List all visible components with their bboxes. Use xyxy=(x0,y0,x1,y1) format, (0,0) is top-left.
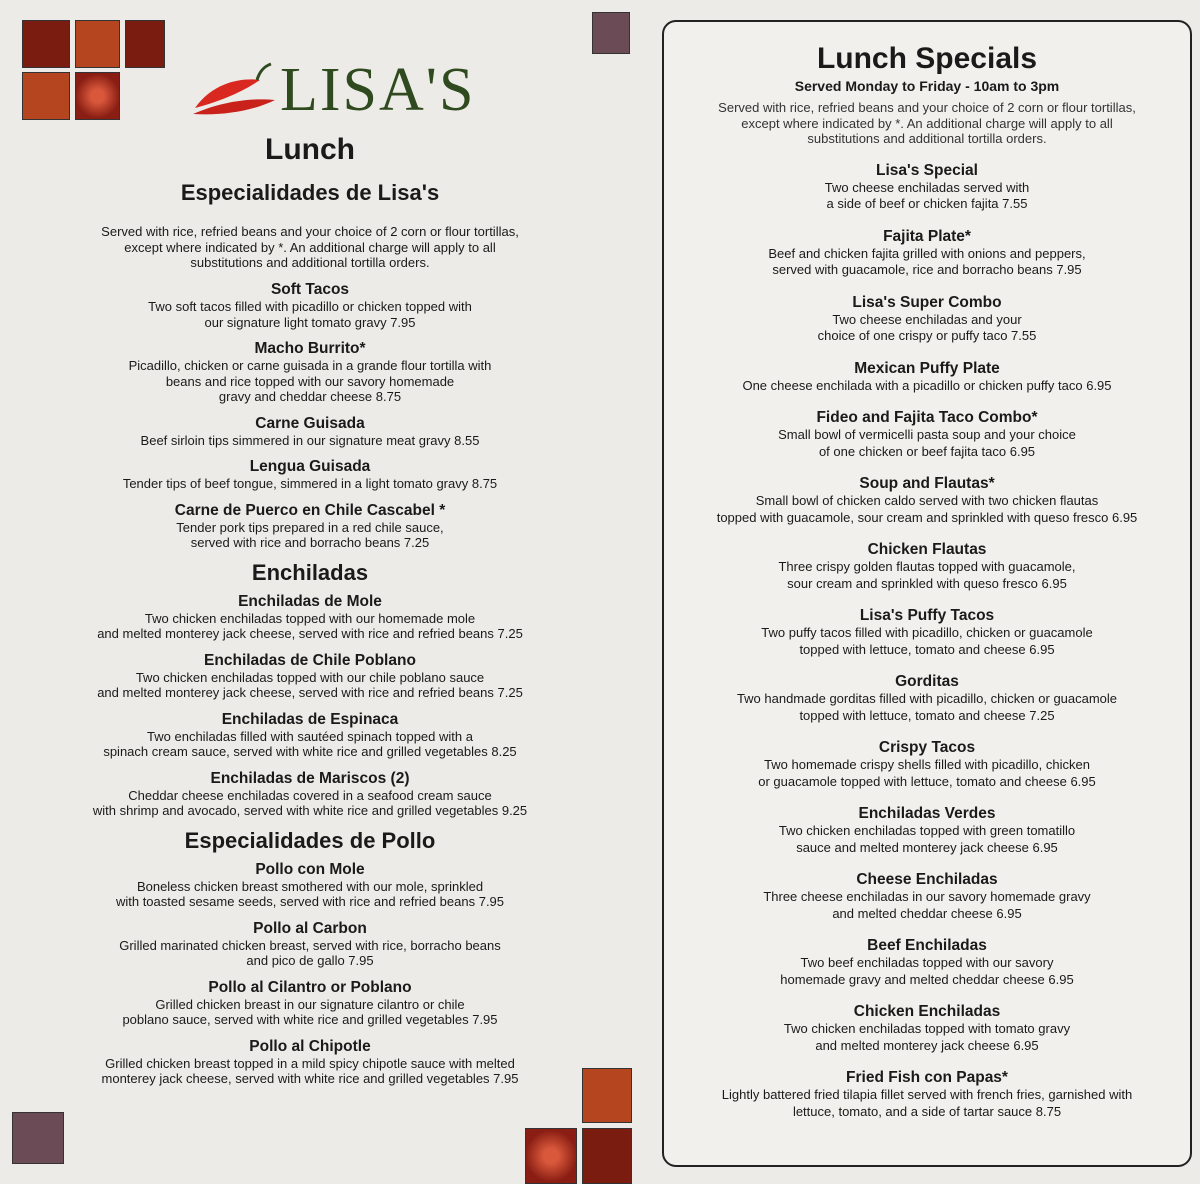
item-description: and melted cheddar cheese 6.95 xyxy=(832,905,1022,921)
item-name: Carne de Puerco en Chile Cascabel * xyxy=(174,501,446,519)
lisas-logo xyxy=(185,55,475,130)
item-description: homemade gravy and melted cheddar cheese 6.95 xyxy=(780,971,1074,987)
item-description: choice of one crispy or puffy taco 7.55 xyxy=(817,328,1037,343)
menu-item xyxy=(664,540,1190,592)
item-description: Two handmade gorditas filled with picadillo, chicken or guacamole xyxy=(736,691,1118,706)
item-description: topped with guacamole, sour cream and sprinkled with queso fresco 6.95 xyxy=(716,509,1138,525)
menu-item xyxy=(40,769,580,819)
item-description: with shrimp and avocado, served with white rice and grilled vegetables 9.25 xyxy=(92,803,528,818)
item-description: and pico de gallo 7.95 xyxy=(246,953,374,968)
item-name: Enchiladas de Espinaca xyxy=(221,710,399,728)
decorative-tile xyxy=(12,1112,64,1164)
item-description: beans and rice topped with our savory homemade xyxy=(165,373,455,389)
item-name: Enchiladas de Mariscos (2) xyxy=(210,769,410,787)
menu-item xyxy=(664,804,1190,856)
item-description: served with guacamole, rice and borracho beans 7.95 xyxy=(772,262,1082,277)
item-description: Tender tips of beef tongue, simmered in a light tomato gravy 8.75 xyxy=(122,476,498,491)
item-description: monterey jack cheese, served with white rice and grilled vegetables 7.95 xyxy=(101,1071,519,1086)
item-description: Two chicken enchiladas topped with our chile poblano sauce xyxy=(135,669,485,685)
item-name: Lengua Guisada xyxy=(249,458,371,475)
item-description: Two chicken enchiladas topped with tomato gravy xyxy=(783,1021,1071,1036)
item-name: Enchiladas de Mole xyxy=(238,592,382,610)
item-description: Small bowl of chicken caldo served with two chicken flautas xyxy=(755,493,1099,508)
item-description: or guacamole topped with lettuce, tomato and cheese 6.95 xyxy=(758,773,1096,789)
note-line: Served with rice, refried beans and your choice of 2 corn or flour tortillas, xyxy=(718,100,1136,115)
item-description: Two beef enchiladas topped with our savory xyxy=(800,955,1054,970)
item-name: Pollo con Mole xyxy=(255,860,365,878)
item-name: Macho Burrito* xyxy=(254,340,366,357)
menu-item xyxy=(40,651,580,701)
menu-item xyxy=(40,339,580,405)
item-name: Gorditas xyxy=(895,673,959,690)
item-name: Cheese Enchiladas xyxy=(856,871,998,888)
item-name: Enchiladas Verdes xyxy=(858,805,996,822)
section-heading: Especialidades de Lisa's xyxy=(180,180,440,205)
lunch-specials-panel xyxy=(662,20,1192,1167)
decorative-tile xyxy=(75,72,120,120)
item-description: Two soft tacos filled with picadillo or chicken topped with xyxy=(148,299,472,314)
item-name: Mexican Puffy Plate xyxy=(854,359,1000,377)
item-description: Two cheese enchiladas served with xyxy=(824,179,1030,195)
item-name: Beef Enchiladas xyxy=(867,937,987,954)
item-name: Fajita Plate* xyxy=(883,227,971,245)
item-description: sour cream and sprinkled with queso fresco 6.95 xyxy=(787,575,1067,591)
item-description: Two enchiladas filled with sautéed spinach topped with a xyxy=(147,728,473,744)
menu-item xyxy=(40,710,580,760)
menu-item xyxy=(40,280,580,330)
item-description: Three cheese enchiladas in our savory homemade gravy xyxy=(763,889,1091,904)
item-description: Two chicken enchiladas topped with green tomatillo xyxy=(778,823,1076,838)
item-name: Lisa's Puffy Tacos xyxy=(859,607,995,624)
item-name: Soup and Flautas* xyxy=(859,475,995,492)
item-name: Fideo and Fajita Taco Combo* xyxy=(816,409,1038,426)
logo-text: LISA'S xyxy=(280,56,476,124)
panel-subtitle: Served Monday to Friday - 10am to 3pm xyxy=(794,78,1060,94)
decorative-tile xyxy=(22,72,70,120)
item-description: One cheese enchilada with a picadillo or chicken puffy taco 6.95 xyxy=(742,377,1112,393)
chili-pepper-icon xyxy=(185,60,285,120)
menu-item xyxy=(664,870,1190,922)
menu-item xyxy=(40,978,580,1028)
menu-item xyxy=(664,474,1190,526)
menu-item xyxy=(664,738,1190,790)
item-name: Chicken Enchiladas xyxy=(853,1003,1001,1020)
item-name: Enchiladas de Chile Poblano xyxy=(204,651,416,669)
page-title: Lunch xyxy=(265,133,355,166)
note-line: Served with rice, refried beans and your choice of 2 corn or flour tortillas, xyxy=(101,224,519,239)
menu-item xyxy=(40,592,580,642)
right-menu-items xyxy=(664,161,1190,1121)
item-name: Pollo al Cilantro or Poblano xyxy=(208,978,412,996)
item-description: a side of beef or chicken fajita 7.55 xyxy=(826,196,1028,211)
section-heading: Especialidades de Pollo xyxy=(184,827,436,853)
menu-item xyxy=(664,293,1190,345)
decorative-tile xyxy=(75,20,120,68)
left-menu-items xyxy=(40,280,580,1096)
served-with-note xyxy=(40,224,580,271)
menu-item xyxy=(40,414,580,449)
item-description: and melted monterey jack cheese, served with rice and refried beans 7.25 xyxy=(97,626,523,641)
item-description: Beef and chicken fajita grilled with onions and peppers, xyxy=(768,245,1086,261)
item-description: Cheddar cheese enchiladas covered in a seafood cream sauce xyxy=(128,787,492,803)
panel-title: Lunch Specials xyxy=(816,42,1038,75)
menu-item xyxy=(664,227,1190,279)
item-description: with toasted sesame seeds, served with rice and refried beans 7.95 xyxy=(115,894,505,909)
item-description: lettuce, tomato, and a side of tartar sauce 8.75 xyxy=(792,1103,1062,1119)
decorative-tile xyxy=(125,20,165,68)
item-description: Tender pork tips prepared in a red chile sauce, xyxy=(176,519,444,535)
item-description: of one chicken or beef fajita taco 6.95 xyxy=(818,443,1036,459)
decorative-tile xyxy=(582,1068,632,1123)
item-description: Picadillo, chicken or carne guisada in a grande flour tortilla with xyxy=(128,358,492,373)
menu-item xyxy=(664,606,1190,658)
note-line: substitutions and additional tortilla orders. xyxy=(807,131,1047,146)
item-name: Soft Tacos xyxy=(270,281,350,298)
menu-item xyxy=(664,672,1190,724)
item-description: Two homemade crispy shells filled with picadillo, chicken xyxy=(764,757,1090,772)
section-heading: Enchiladas xyxy=(251,559,369,585)
note-line: except where indicated by *. An additional charge will apply to all xyxy=(124,239,496,255)
item-name: Carne Guisada xyxy=(255,414,365,432)
item-description: and melted monterey jack cheese, served with rice and refried beans 7.25 xyxy=(97,685,523,700)
item-description: Small bowl of vermicelli pasta soup and your choice xyxy=(778,427,1076,442)
item-name: Fried Fish con Papas* xyxy=(846,1069,1008,1086)
item-name: Lisa's Super Combo xyxy=(852,293,1002,311)
item-name: Lisa's Special xyxy=(876,161,978,179)
menu-item xyxy=(40,860,580,910)
menu-item xyxy=(664,408,1190,460)
item-description: Two puffy tacos filled with picadillo, chicken or guacamole xyxy=(761,625,1093,640)
item-description: sauce and melted monterey jack cheese 6.95 xyxy=(796,839,1058,855)
item-description: and melted monterey jack cheese 6.95 xyxy=(815,1037,1039,1053)
item-description: Three crispy golden flautas topped with guacamole, xyxy=(778,559,1076,574)
item-description: gravy and cheddar cheese 8.75 xyxy=(218,389,402,404)
menu-item xyxy=(40,1037,580,1087)
note-line: except where indicated by *. An additional charge will apply to all xyxy=(741,115,1113,131)
item-description: topped with lettuce, tomato and cheese 7.25 xyxy=(799,707,1055,723)
item-name: Chicken Flautas xyxy=(867,541,987,558)
menu-item xyxy=(664,1068,1190,1120)
item-description: spinach cream sauce, served with white rice and grilled vegetables 8.25 xyxy=(103,744,517,759)
decorative-tile xyxy=(525,1128,577,1184)
item-name: Pollo al Carbon xyxy=(253,919,367,937)
item-description: Grilled chicken breast in our signature cilantro or chile xyxy=(155,996,465,1012)
item-description: Grilled marinated chicken breast, served with rice, borracho beans xyxy=(119,937,501,953)
item-name: Pollo al Chipotle xyxy=(249,1037,371,1055)
decorative-tile xyxy=(582,1128,632,1184)
item-description: Two chicken enchiladas topped with our homemade mole xyxy=(144,610,476,626)
item-description: Boneless chicken breast smothered with our mole, sprinkled xyxy=(136,878,484,894)
item-name: Crispy Tacos xyxy=(878,739,976,756)
menu-item xyxy=(664,359,1190,395)
note-line: substitutions and additional tortilla orders. xyxy=(190,255,430,270)
served-with-note xyxy=(664,100,1190,147)
item-description: Two cheese enchiladas and your xyxy=(832,311,1022,327)
item-description: topped with lettuce, tomato and cheese 6.95 xyxy=(799,641,1055,657)
item-description: Grilled chicken breast topped in a mild spicy chipotle sauce with melted xyxy=(105,1055,515,1071)
menu-item xyxy=(664,1002,1190,1054)
item-description: poblano sauce, served with white rice and grilled vegetables 7.95 xyxy=(122,1012,498,1027)
item-description: our signature light tomato gravy 7.95 xyxy=(204,314,416,330)
menu-item xyxy=(40,501,580,551)
decorative-tile xyxy=(22,20,70,68)
menu-item xyxy=(664,161,1190,213)
item-description: Beef sirloin tips simmered in our signature meat gravy 8.55 xyxy=(140,432,480,448)
menu-item xyxy=(664,936,1190,988)
item-description: served with rice and borracho beans 7.25 xyxy=(190,535,430,550)
item-description: Lightly battered fried tilapia fillet served with french fries, garnished with xyxy=(721,1087,1133,1102)
menu-item xyxy=(40,457,580,492)
menu-item xyxy=(40,919,580,969)
decorative-tile xyxy=(592,12,630,54)
